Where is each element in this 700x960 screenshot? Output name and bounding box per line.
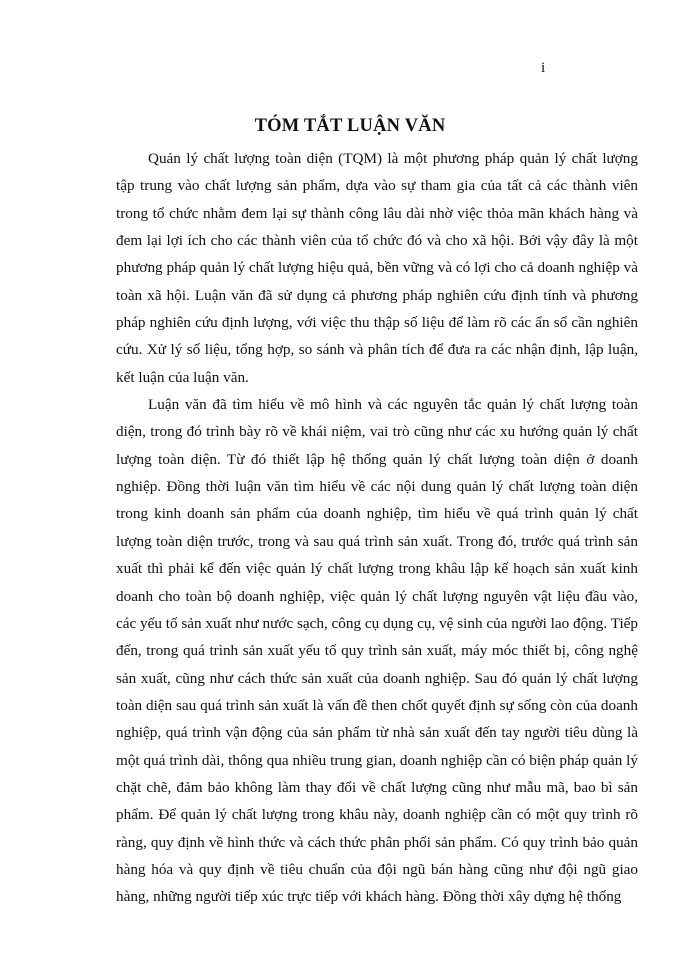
paragraph-2: Luận văn đã tìm hiểu về mô hình và các nguyên tắc quản lý chất lượng toàn diện, trong đó trình bày rõ về khái niệm, vai trò cũng như các xu hướng quản lý chất lượng toàn diện. Từ đó thiết lập hệ thống quản lý chất lượng toàn diện ở doanh nghiệp. Đồng thời luận văn tìm hiểu về các nội dung quản lý chất lượng toàn diện trong kinh doanh sản phẩm của doanh nghiệp, tìm hiểu về quá trình quản lý chất lượng toàn diện trước, trong và sau quá trình sản xuất. Trong đó, trước quá trình sản xuất thì phải kể đến việc quản lý chất lượng trong khâu lập kế hoạch sản xuất kinh doanh cho toàn bộ doanh nghiệp, việc quản lý chất lượng nguyên vật liệu đầu vào, các yếu tố sản xuất như nước sạch, công cụ dụng cụ, vệ sinh của người lao động. Tiếp đến, trong quá trình sản xuất yếu tố quy trình sản xuất, máy móc thiết bị, công nghệ sản xuất, cũng như cách thức sản xuất của doanh nghiệp. Sau đó quản lý chất lượng toàn diện sau quá trình sản xuất là vấn đề then chốt quyết định sự sống còn của doanh nghiệp, quá trình vận động của sản phẩm từ nhà sản xuất đến tay người tiêu dùng là một quá trình dài, thông qua nhiều trung gian, doanh nghiệp cần có biện pháp quản lý chặt chẽ, đảm bảo không làm thay đổi về chất lượng cũng như mẫu mã, bao bì sản phẩm. Để quản lý chất lượng trong khâu này, doanh nghiệp cần có một quy trình rõ ràng, quy định về hình thức và cách thức phân phối sản phẩm. Có quy trình bảo quản hàng hóa và quy định về tiêu chuẩn của đội ngũ bán hàng cũng như đội ngũ giao hàng, những người tiếp xúc trực tiếp với khách hàng. Đồng thời xây dựng hệ thống xyxy=(116,396,639,906)
paragraph-1: Quản lý chất lượng toàn diện (TQM) là một phương pháp quản lý chất lượng tập trung vào chất lượng sản phẩm, dựa vào sự tham gia của tất cả các thành viên trong tổ chức nhằm đem lại sự thành công lâu dài nhờ việc thỏa mãn khách hàng và đem lại lợi ích cho các thành viên của tổ chức đó và cho xã hội. Bởi vậy đây là một phương pháp quản lý chất lượng hiệu quả, bền vững và có lợi cho cả doanh nghiệp và toàn xã hội. Luận văn đã sử dụng cả phương pháp nghiên cứu định tính và phương pháp nghiên cứu định lượng, với việc thu thập số liệu để làm rõ các ẩn số cần nghiên cứu. Xử lý số liệu, tổng hợp, so sánh và phân tích để đưa ra các nhận định, lập luận, kết luận của luận văn. xyxy=(116,150,638,386)
document-body xyxy=(116,145,638,911)
page-title: TÓM TẮT LUẬN VĂN xyxy=(254,116,446,136)
page-number: i xyxy=(541,60,546,76)
